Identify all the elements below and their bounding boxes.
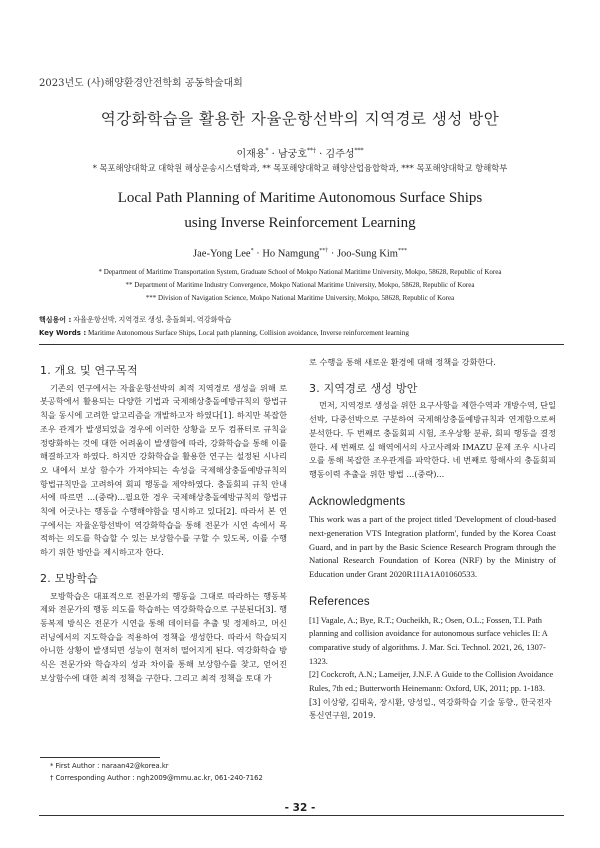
section-3-body: 먼저, 지역경로 생성을 위한 요구사항을 제한수역과 개방수역, 단일선박, 다중선박으로 구분하여 국제해상충돌예방규칙과 연계함으로써 분석한다. 두 번째로 충돌회피 시험, 조우상황 분류, 회피 행동을 결정한다. 세 번째로 실 해역에서의 사고사례와 IMAZU 문제 조우 시나리오를 통해 복잡한 조우관계를 파악한다. 네 번째로 항해사의 충돌회피 행동이력 추출을 위한 방법 ...(중략)... — [309, 400, 556, 479]
keywords-en-text: Maritime Autonomous Surface Ships, Local path planning, Collision avoidance, Inverse reinforcement learning — [88, 329, 409, 337]
keywords-en — [39, 327, 564, 340]
section-2-continued: 로 수행을 통해 새로운 환경에 대해 정책을 강화한다. — [309, 357, 496, 367]
footnote-corresponding-author: † Corresponding Author : ngh2009@mmu.ac.kr, 061-240-7162 — [50, 774, 263, 782]
author-3-en-mark: *** — [397, 248, 407, 254]
english-title-line1: Local Path Planning of Maritime Autonomous Surface Ships — [117, 190, 483, 206]
keywords-block — [39, 314, 564, 340]
keywords-en-label: Key Words : — [39, 329, 87, 337]
author-sep: · — [253, 248, 263, 260]
section-1-body: 기존의 연구에서는 자율운항선박의 최적 지역경로 생성을 위해 로봇공학에서 활용되는 다양한 기법과 국제해상충돌예방규칙의 항법규칙을 동시에 고려한 알고리즘을 개발하고자 하였다[1]. 하지만 복잡한 조우 관계가 발생되었을 경우에 이러한 상황을 모두 컴퓨터로 규칙을 정량화하는 것에 대한 어려움이 발생함에 따라, 강화학습을 통해 이를 해결하고자 하였다. 하지만 강화학습을 활용한 연구는 설정된 시나리오 내에서 보상 함수가 가져야되는 속성을 국제해상충돌예방규칙의 항법규칙만을 고려하여 회피 행동을 제약하였다. 충돌회피 규칙 안내서에 따르면 ...(중략)...필요한 경우 국제해상충돌예방규칙의 항법규칙에 어긋나는 행동을 수행해야함을 명시하고 있다[2]. 따라서 본 연구에서는 자율운항선박이 역강화학습을 통해 전문가 시연 속에서 목적하는 의도를 학습할 수 있는 보상함수를 구할 수 있도록, 이를 수행하기 위한 방안을 제시하고자 한다. — [40, 382, 287, 558]
acknowledgments-body: This work was a part of the project titled 'Development of cloud-based next-generation VTS Integration platform', funded by the Korea Coast Guard, and in part by the Basic Science Research Program through the National Research Foundation of Korea (NRF) by the Ministry of Education under Grant 2020R1I1A1A01060533. — [309, 514, 556, 580]
author-3-ko-mark: *** — [354, 147, 364, 155]
section-3-heading: 3. 지역경로 생성 방안 — [309, 381, 418, 395]
author-2-ko: 남궁호 — [278, 149, 307, 160]
english-affiliations — [40, 266, 560, 305]
author-sep: · — [328, 248, 337, 260]
korean-authors — [0, 145, 600, 160]
keywords-ko — [39, 314, 564, 327]
author-2-ko-mark: **† — [306, 147, 316, 155]
affiliation-en-2: ** Department of Maritime Industry Convergence, Mokpo National Maritime University, Mokpo, 58628, Republic of Korea — [125, 281, 475, 289]
right-column — [309, 356, 556, 723]
acknowledgments-heading: Acknowledgments — [309, 495, 406, 508]
author-2-en: Ho Namgung — [262, 248, 320, 260]
section-2-heading: 2. 모방학습 — [40, 571, 98, 585]
korean-title: 역강화학습을 활용한 자율운항선박의 지역경로 생성 방안 — [100, 110, 500, 128]
page-number: - 32 - — [284, 802, 316, 814]
conference-header: 2023년도 (사)해양환경안전학회 공동학술대회 — [39, 78, 243, 89]
footnote-first-author: * First Author : naraan42@korea.kr — [50, 762, 169, 770]
author-2-en-mark: **† — [319, 248, 329, 254]
affiliation-en-3: *** Division of Navigation Science, Mokpo National Maritime University, Mokpo, 58628, Republic of Korea — [145, 294, 455, 302]
reference-item: [2] Cockcroft, A.N.; Lameijer, J.N.F. A Guide to the Collision Avoidance Rules, 7th ed.; Butterworth Heinemann: Oxford, UK, 2011; pp. 1-183. — [309, 670, 554, 694]
footnote-divider — [40, 757, 160, 758]
keywords-ko-text: 자율운항선박, 지역경로 생성, 충돌회피, 역강화학습 — [73, 316, 232, 324]
reference-item: [3] 이상왕, 김태욱, 장시환, 양성일., 역강화학습 기술 동향., 한국전자통신연구원, 2019. — [309, 697, 552, 721]
header-divider — [39, 344, 564, 345]
author-1-en-mark: * — [250, 248, 254, 254]
author-3-ko: 김주성 — [325, 149, 355, 160]
section-2-body: 모방학습은 대표적으로 전문가의 행동을 그대로 따라하는 행동복제와 전문가의 행동 의도를 학습하는 역강화학습으로 구분된다[3]. 행동복제 방식은 전문가 시연을 통해 데이터를 추출 및 정제하고, 머신러닝에서의 지도학습을 적용하여 정책을 생성한다. 따라서 학습되지 아니한 상황이 발생되면 성능이 현저히 떨어지게 된다. 역강화학습 방식은 전문가와 학습자의 성과 차이를 통해 보상함수를 찾고, 얻어진 보상함수에 대한 최적 정책을 구한다. 그리고 최적 정책을 토대 가 — [40, 590, 287, 683]
keywords-ko-label: 핵심용어 : — [39, 316, 72, 324]
references-heading: References — [309, 595, 370, 608]
affiliation-en-1: * Department of Maritime Transportation System, Graduate School of Mokpo National Maritime University, Mokpo, 58628, Republic of Korea — [98, 268, 502, 276]
left-column — [40, 356, 287, 685]
english-authors — [0, 248, 600, 260]
author-1-ko-mark: * — [265, 147, 269, 155]
section-1-heading: 1. 개요 및 연구목적 — [40, 364, 138, 377]
english-title — [0, 186, 600, 236]
bottom-rule — [39, 815, 564, 816]
reference-item: [1] Vagale, A.; Bye, R.T.; Oucheikh, R.; Osen, O.L.; Fossen, T.I. Path planning and collision avoidance for autonomous surface vehicles II: A comparative study of algorithms. J. Mar. Sci. Technol. 2021, 26, 1307-1323. — [309, 615, 548, 666]
english-title-line2: using Inverse Reinforcement Learning — [184, 215, 416, 231]
author-3-en: Joo-Sung Kim — [336, 248, 398, 260]
author-1-en: Jae-Yong Lee — [193, 248, 251, 260]
author-sep: · — [315, 149, 326, 160]
korean-affiliations: * 목포해양대학교 대학원 해상운송시스템학과, ** 목포해양대학교 해양산업융합학과, *** 목포해양대학교 항해학부 — [92, 163, 508, 173]
author-1-ko: 이재용 — [236, 149, 266, 160]
author-sep: · — [268, 149, 278, 160]
